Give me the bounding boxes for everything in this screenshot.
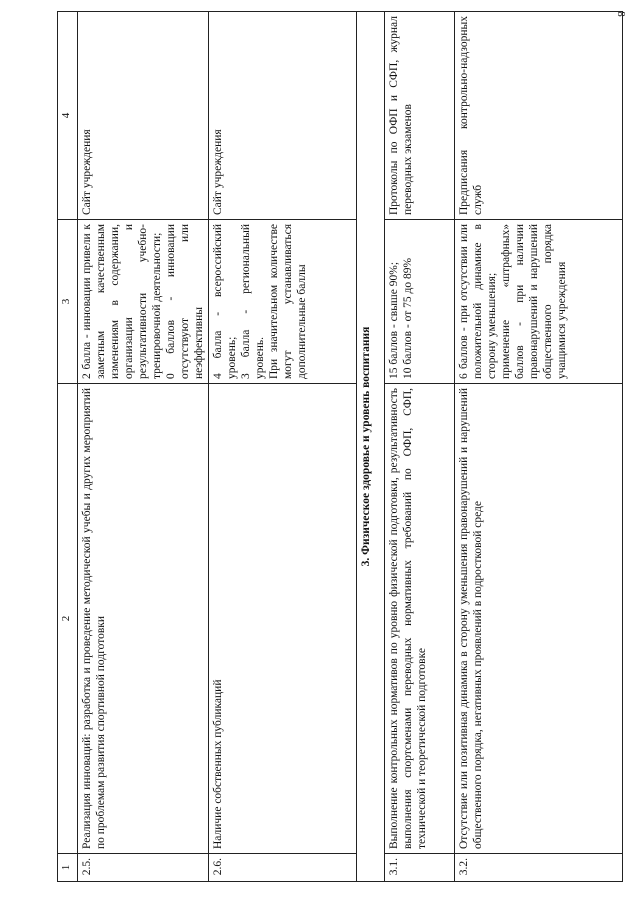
points-line: 4 балла - всероссийский уровень; [212,224,239,379]
table-row [209,12,357,882]
indicator-cell: Отсутствие или позитивная динамика в сторону уменьшения правонарушений и нарушений общественного порядка, негативных проявлений в подростковой среде [455,384,623,854]
points-cell [385,220,455,384]
indicator-cell: Выполнение контрольных нормативов по уровню физической подготовки, результативность выполнения спортсменами переводных нормативных требований по ОФП, СФП, технической и теоретической подготовке [385,384,455,854]
page-number: 8 [614,11,627,17]
row-number: 3.1. [385,854,455,882]
points-cell [78,220,209,384]
table-row [455,12,623,882]
section-heading: 3. Физическое здоровье и уровень воспитания [357,12,385,882]
source-cell: Протоколы по ОФП и СФП, журнал переводных экзаменов [385,12,455,220]
points-line: применение «штрафных» баллов - при наличии правонарушений и нарушений общественного порядка учащимися учреждения [500,224,569,379]
points-line: 6 баллов - при отсутствии или положительной динамике в сторону уменьшения; [458,224,499,379]
indicator-cell: Наличие собственных публикаций [209,384,357,854]
source-cell: Предписания контрольно-надзорных служб [455,12,623,220]
section-row [357,12,385,882]
table-row [385,12,455,882]
header-col-3: 3 [58,220,78,384]
row-number: 2.6. [209,854,357,882]
row-number: 3.2. [455,854,623,882]
criteria-table [57,11,623,882]
header-col-4: 4 [58,12,78,220]
points-line: 10 баллов - от 75 до 89% [402,257,415,379]
header-col-2: 2 [58,384,78,854]
points-line: 3 балла - региональный уровень. [240,224,267,379]
points-line: 0 баллов - инновации отсутствуют или неэффективны [165,224,206,379]
table-row [78,12,209,882]
indicator-cell: Реализация инноваций: разработка и проведение методической учебы и других мероприятий по проблемам развития спортивной подготовки [78,384,209,854]
source-cell: Сайт учреждения [78,12,209,220]
header-row [58,12,78,882]
points-line: При значительном количестве могут устанавливаться дополнительные баллы [268,224,309,379]
points-cell [209,220,357,384]
header-col-1: 1 [58,854,78,882]
rotated-table-container [57,12,623,882]
row-number: 2.5. [78,854,209,882]
points-line: 2 балла - инновации привели к заметным качественным изменениям в содержании, организации и результативности учебно-тренировочной деятельности; [81,224,164,379]
source-cell: Сайт учреждения [209,12,357,220]
points-cell [455,220,623,384]
points-line: 15 баллов - свыше 90%; [388,261,401,379]
